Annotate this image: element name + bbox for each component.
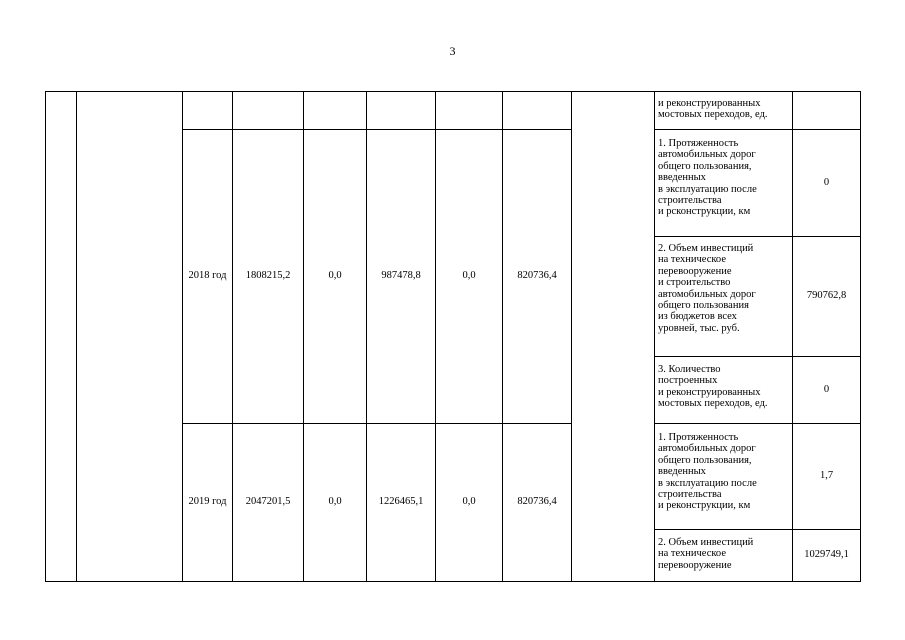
indicator-value: 1029749,1 bbox=[804, 549, 849, 561]
indicator-value: 790762,8 bbox=[806, 290, 847, 302]
indicator-text: и реконструированных мостовых переходов, ед. bbox=[658, 98, 768, 121]
col-divider bbox=[571, 91, 572, 582]
table-bottom-border bbox=[45, 581, 861, 582]
total-cell: 2047201,5 bbox=[245, 496, 291, 508]
value-cell: 987478,8 bbox=[381, 270, 421, 282]
indicator-text: 1. Протяженность автомобильных дорог общего пользования, введенных в эксплуатацию после строительства и реконструкции, км bbox=[658, 432, 757, 512]
page-number: 3 bbox=[449, 44, 456, 58]
indicator-value bbox=[793, 92, 860, 129]
value-cell: 1226465,1 bbox=[378, 496, 424, 508]
indicator-text: 1. Протяженность автомобильных дорог общего пользования, введенных в эксплуатацию после строительства и рсконструкции, км bbox=[658, 138, 757, 218]
year-cell: 2019 год bbox=[188, 496, 227, 508]
value-cell: 0,0 bbox=[328, 270, 342, 282]
col-divider bbox=[654, 91, 655, 582]
indicator-text: 2. Объем инвестиций на техническое перевооружение bbox=[658, 537, 754, 571]
col-divider bbox=[45, 91, 46, 582]
col-divider bbox=[860, 91, 861, 582]
value-cell: 0,0 bbox=[462, 270, 476, 282]
total-cell: 1808215,2 bbox=[245, 270, 291, 282]
col-divider bbox=[76, 91, 77, 582]
year-cell: 2018 год bbox=[188, 270, 227, 282]
indicator-value: 0 bbox=[823, 383, 830, 395]
value-cell: 820736,4 bbox=[517, 496, 557, 508]
value-cell: 0,0 bbox=[328, 496, 342, 508]
value-cell: 820736,4 bbox=[517, 270, 557, 282]
indicator-value: 1,7 bbox=[819, 470, 834, 482]
indicator-text: 3. Количество построенных и реконструированных мостовых переходов, ед. bbox=[658, 364, 768, 410]
value-cell: 0,0 bbox=[462, 496, 476, 508]
indicator-text: 2. Объем инвестиций на техническое перевооружение и строительство автомобильных дорог общего пользования из бюджетов всех уровней, тыс. руб. bbox=[658, 243, 756, 334]
table-top-border bbox=[45, 91, 861, 92]
indicator-value: 0 bbox=[823, 176, 830, 188]
